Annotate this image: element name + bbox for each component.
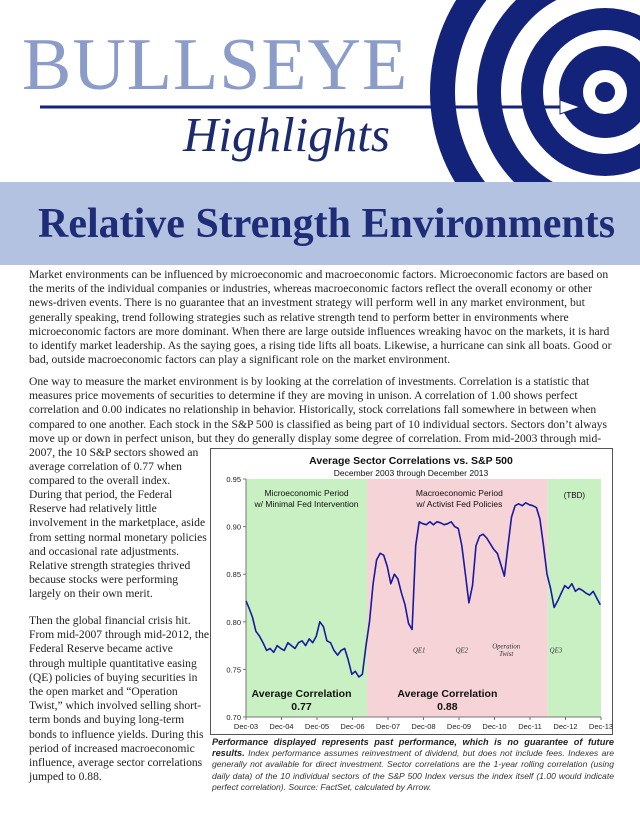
x-tick-label: Dec-12 bbox=[553, 722, 578, 731]
y-tick-label: 0.80 bbox=[226, 617, 241, 627]
paragraph-2: One way to measure the market environment is by looking at the correlation of investments. Correlation is a statistic that measures price movements of securities to determine if they are moving in unison. A correlation of 1.00 shows perfect correlation and 0.00 indicates no relationship in behavior. Historically, stock correlations fall somewhere in between when compared to one another. Each stock in the S&P 500 is classified as being part of 10 individual sectors. Sectors don’t always move up or down in perfect unison, but they do generally display some degree of correlation. From mid-2003 through mid- bbox=[29, 375, 607, 445]
page-header bbox=[0, 0, 640, 182]
x-tick-label: Dec-05 bbox=[304, 722, 330, 731]
x-tick-label: Dec-09 bbox=[446, 722, 472, 731]
y-tick-label: 0.95 bbox=[226, 475, 241, 484]
y-tick-label: 0.85 bbox=[226, 570, 241, 580]
annotation-label: Operation bbox=[492, 643, 521, 651]
x-tick-label: Dec-08 bbox=[411, 722, 436, 731]
paragraph-4: Then the global financial crisis hit. From mid-2007 through mid-2012, the Federal Reserve became active through multiple quantitative easing (QE) policies of buying securities in the open market and “Operation Twist,” which involved selling short-term bonds and buying long-term bonds to influence yields. During this period of increased macroeconomic influence, average sector correlations jumped to 0.88. bbox=[29, 614, 210, 784]
x-tick-label: Dec-13 bbox=[588, 722, 614, 731]
macro-period-sublabel: w/ Activist Fed Policies bbox=[416, 499, 503, 509]
macro-avg-value: 0.88 bbox=[437, 701, 458, 713]
page-title: Relative Strength Environments bbox=[38, 201, 616, 247]
macro-period-label: Macroeconomic Period bbox=[415, 488, 503, 498]
chart-subtitle: December 2003 through December 2013 bbox=[333, 468, 489, 478]
bullseye-logo-icon bbox=[430, 0, 640, 182]
region-tbd bbox=[548, 479, 601, 717]
annotation-label: QE3 bbox=[549, 647, 563, 655]
x-tick-label: Dec-03 bbox=[233, 722, 259, 731]
brand-name: BULLSEYE bbox=[22, 24, 409, 106]
micro-avg-value: 0.77 bbox=[291, 701, 312, 713]
macro-avg-label: Average Correlation bbox=[397, 688, 498, 700]
tbd-label: (TBD) bbox=[563, 491, 586, 500]
caption-text: Index performance assumes reinvestment of dividend, but does not include fees. Indexes are generally not available for direct investment. Sector correlations are the 1-year rolling correlation (using daily data) of the 10 individual sectors of the S&P 500 Index versus the index itself (1.00 would indicate perfect correlation). Source: FactSet, calculated by Arrow. bbox=[212, 748, 615, 792]
paragraph-3: During that period, the Federal Reserve had relatively little involvement in the marketplace, aside from setting normal monetary policies and occasional rate adjustments. Relative strength strategies thrived because stocks were performing largely on their own merit. bbox=[29, 488, 207, 601]
chart-caption bbox=[212, 737, 614, 793]
paragraph-1: Market environments can be influenced by microeconomic and macroeconomic factors. Microeconomic factors are based on the merits of the individual companies or industries, whereas macroeconomic factors reflect the overall economy or other news-driven events. There is no guarantee that an investment strategy will perform well in any market environment, but generally speaking, trend following strategies such as relative strength tend to perform better in environments where microeconomic factors are more dominant. When there are large outside influences wreaking havoc on the markets, it is hard to identify market leadership. As the saying goes, a rising tide lifts all boats. Likewise, a hurricane can sink all boats. Good or bad, outside macroeconomic factors can play a significant role on the market environment. bbox=[29, 268, 612, 367]
y-tick-label: 0.90 bbox=[226, 522, 241, 532]
x-tick-label: Dec-11 bbox=[518, 722, 542, 731]
micro-period-label: Microeconomic Period bbox=[264, 488, 349, 498]
micro-period-sublabel: w/ Minimal Fed Intervention bbox=[254, 499, 359, 509]
chart-canvas bbox=[211, 449, 614, 736]
x-tick-label: Dec-07 bbox=[375, 722, 401, 731]
y-tick-label: 0.70 bbox=[226, 713, 241, 722]
annotation-label: QE2 bbox=[455, 647, 469, 655]
x-tick-label: Dec-06 bbox=[340, 722, 365, 731]
micro-avg-label: Average Correlation bbox=[251, 688, 352, 700]
x-tick-label: Dec-10 bbox=[482, 722, 507, 731]
region-macro bbox=[367, 479, 548, 717]
x-tick-label: Dec-04 bbox=[269, 722, 294, 731]
brand-subtitle: Highlights bbox=[183, 107, 390, 162]
annotation-label: QE1 bbox=[413, 647, 426, 655]
chart-title: Average Sector Correlations vs. S&P 500 bbox=[309, 455, 513, 467]
annotation-label: Twist bbox=[499, 651, 514, 659]
caption-disclaimer: Performance displayed represents past performance, which is no guarantee of future results. bbox=[212, 737, 614, 759]
region-micro bbox=[246, 479, 367, 717]
paragraph-2-continued: 2007, the 10 S&P sectors showed an average correlation of 0.77 when compared to the overall index. bbox=[29, 446, 199, 488]
y-tick-label: 0.75 bbox=[226, 665, 241, 675]
correlation-chart bbox=[210, 448, 613, 735]
